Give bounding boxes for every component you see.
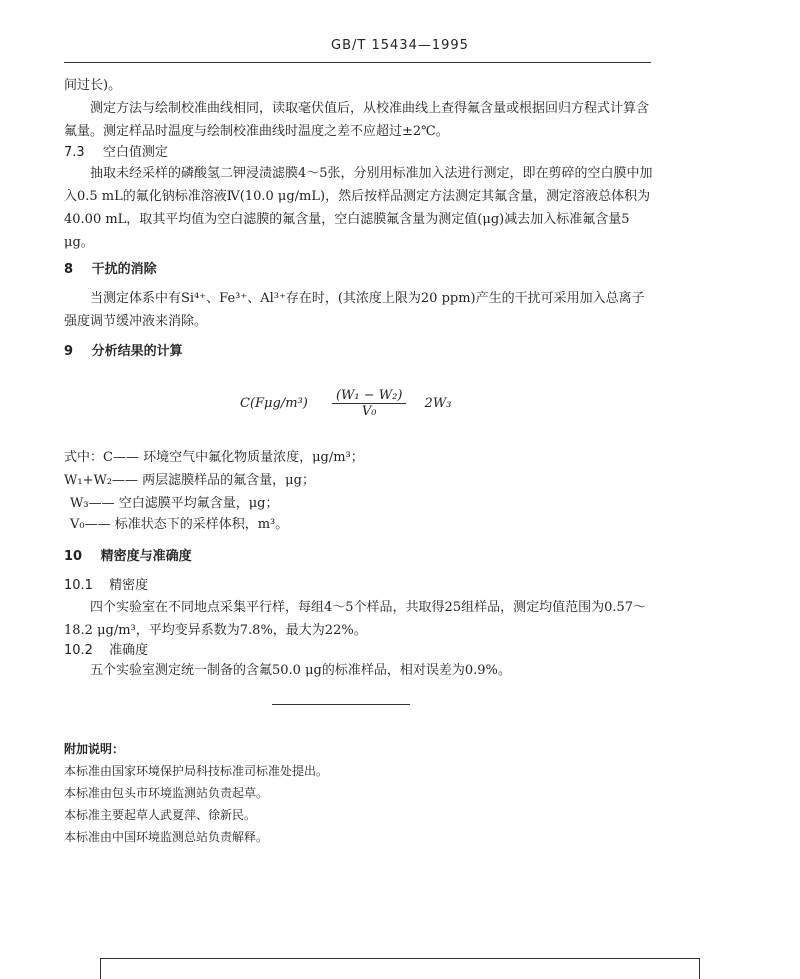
section-number: 10.1 (64, 578, 93, 593)
section-number: 9 (64, 344, 74, 359)
appendix-title: 附加说明： (64, 742, 125, 756)
paragraph-interference: 当测定体系中有Si⁴⁺、Fe³⁺、Al³⁺存在时，(其浓度上限为20 ppm)产生的干扰可采用加入总离子强度调节缓冲液来消除。 (64, 291, 645, 329)
section-number: 8 (64, 262, 74, 277)
end-divider (272, 704, 410, 705)
appendix-line-2: 本标准由包头市环境监测站负责起草。 (64, 786, 269, 800)
appendix-line-4: 本标准由中国环境监测总站负责解释。 (64, 830, 269, 844)
section-8-heading (64, 258, 157, 277)
paragraph-blank-value: 抽取未经采样的磷酸氢二钾浸渍滤膜4～5张，分别用标准加入法进行测定，即在剪碎的空白膜中加入0.5 mL的氟化钠标准溶液Ⅳ(10.0 μg/mL)，然后按样品测定方法测定其氟含量，测定溶液总体积为40.00 mL，取其平均值为空白滤膜的氟含量，空白滤膜氟含量为测定值(μg)减去加入标准氟含量5 μg。 (64, 166, 653, 250)
section-title: 干扰的消除 (91, 262, 157, 277)
section-10-heading (64, 545, 192, 564)
page-header-title: GB/T 15434—1995 (331, 38, 469, 53)
section-10-1-heading (64, 574, 148, 593)
section-number: 10.2 (64, 643, 93, 658)
section-title: 分析结果的计算 (91, 344, 183, 359)
where-v0: V₀—— 标准状态下的采样体积，m³。 (70, 517, 289, 532)
where-w3: W₃—— 空白滤膜平均氟含量，μg； (70, 496, 279, 511)
section-7-3-heading (64, 141, 168, 160)
formula-lhs: C(Fμg/m³) (240, 396, 308, 411)
section-title: 精密度与准确度 (100, 549, 192, 564)
paragraph-method: 测定方法与绘制校准曲线相同，读取毫伏值后，从校准曲线上查得氟含量或根据回归方程式计算含氟量。测定样品时温度与绘制校准曲线时温度之差不应超过±2℃。 (64, 101, 650, 139)
formula-rhs: 2W₃ (424, 396, 452, 411)
formula-denominator: V₀ (361, 404, 377, 419)
section-title: 空白值测定 (102, 145, 168, 160)
page-bottom-frame (100, 958, 700, 979)
paragraph-precision: 四个实验室在不同地点采集平行样，每组4～5个样品，共取得25组样品，测定均值范围为0.57～18.2 μg/m³，平均变异系数为7.8%，最大为22%。 (64, 600, 647, 638)
appendix-line-3: 本标准主要起草人武夏萍、徐新民。 (64, 808, 257, 822)
section-number: 7.3 (64, 145, 85, 160)
section-10-2-heading (64, 639, 148, 658)
paragraph-accuracy: 五个实验室测定统一制备的含氟50.0 μg的标准样品，相对误差为0.9%。 (90, 663, 511, 678)
section-number: 10 (64, 549, 83, 564)
continued-text: 间过长)。 (64, 78, 122, 93)
header-divider (64, 62, 651, 63)
section-title: 精密度 (109, 578, 149, 593)
where-w1-w2: W₁+W₂—— 两层滤膜样品的氟含量，μg； (64, 473, 315, 488)
appendix-line-1: 本标准由国家环境保护局科技标准司标准处提出。 (64, 764, 329, 778)
formula-fraction (332, 388, 406, 419)
formula-numerator: (W₁ − W₂) (332, 388, 406, 404)
concentration-formula (240, 388, 451, 419)
section-9-heading (64, 340, 183, 359)
section-title: 准确度 (109, 643, 149, 658)
where-c: 式中：C—— 环境空气中氟化物质量浓度，μg/m³； (64, 450, 364, 465)
